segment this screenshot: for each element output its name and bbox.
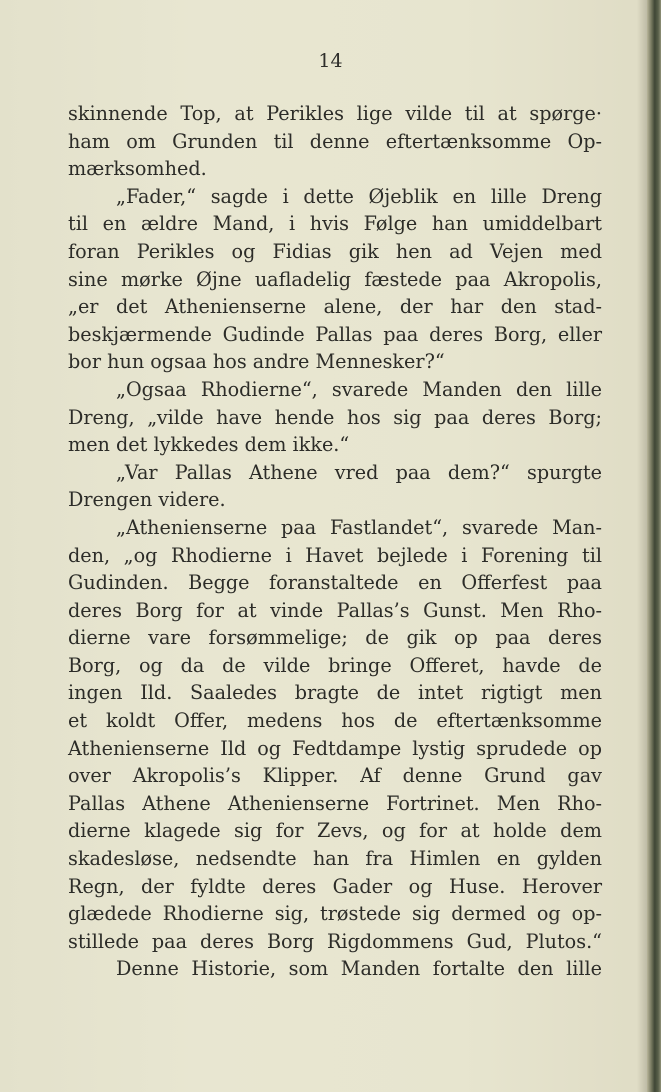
body-text <box>68 100 602 983</box>
text-line: Pallas Athene Athenienserne Fortrinet. Men Rho- <box>68 791 602 815</box>
text-line: over Akropolis’s Klipper. Af denne Grund gav <box>68 764 602 788</box>
text-line: dierne vare forsømmelige; de gik op paa deres <box>68 626 602 650</box>
text-line: ham om Grunden til denne eftertænksomme Op- <box>68 129 602 153</box>
text-line: bor hun ogsaa hos andre Mennesker?“ <box>68 350 445 374</box>
text-line: Regn, der fyldte deres Gader og Huse. Herover <box>68 874 602 898</box>
text-line: men det lykkedes dem ikke.“ <box>68 433 350 457</box>
page-edge-shadow <box>637 0 647 1092</box>
text-line: et koldt Offer, medens hos de eftertænksomme <box>68 709 602 733</box>
text-line: dierne klagede sig for Zevs, og for at holde dem <box>68 819 602 843</box>
text-line: „Var Pallas Athene vred paa dem?“ spurgte <box>116 460 602 484</box>
text-line: deres Borg for at vinde Pallas’s Gunst. Men Rho- <box>68 598 602 622</box>
text-line: Athenienserne Ild og Fedtdampe lystig sprudede op <box>68 736 602 760</box>
text-line: „Athenienserne paa Fastlandet“, svarede Man- <box>116 515 602 539</box>
text-line: Denne Historie, som Manden fortalte den lille <box>116 957 602 981</box>
text-line: skinnende Top, at Perikles lige vilde til at spørge· <box>68 102 602 125</box>
text-line: den, „og Rhodierne i Havet bejlede i Forening til <box>68 543 602 567</box>
book-edge <box>647 0 661 1092</box>
text-line: skadesløse, nedsendte han fra Himlen en gylden <box>68 847 602 871</box>
text-line: „Fader,“ sagde i dette Øjeblik en lille Dreng <box>116 184 602 208</box>
text-line: ingen Ild. Saaledes bragte de intet rigtigt men <box>68 681 602 705</box>
text-line: til en ældre Mand, i hvis Følge han umiddelbart <box>68 212 602 236</box>
text-line: stillede paa deres Borg Rigdommens Gud, Plutos.“ <box>68 929 602 953</box>
text-line: beskjærmende Gudinde Pallas paa deres Borg, eller <box>68 322 602 346</box>
text-line: foran Perikles og Fidias gik hen ad Vejen med <box>68 239 602 263</box>
text-line: „er det Athenienserne alene, der har den stad- <box>68 295 602 319</box>
text-line: sine mørke Øjne uafladelig fæstede paa Akropolis, <box>68 267 602 291</box>
text-line: „Ogsaa Rhodierne“, svarede Manden den lille <box>116 377 602 401</box>
text-line: Gudinden. Begge foranstaltede en Offerfest paa <box>68 571 602 595</box>
page-number: 14 <box>318 50 343 72</box>
text-line: Borg, og da de vilde bringe Offeret, havde de <box>68 653 602 677</box>
text-line: Drengen videre. <box>68 488 226 512</box>
text-line: mærksomhed. <box>68 157 207 181</box>
text-line: glædede Rhodierne sig, trøstede sig dermed og op- <box>68 902 602 926</box>
text-line: Dreng, „vilde have hende hos sig paa deres Borg; <box>68 405 602 429</box>
